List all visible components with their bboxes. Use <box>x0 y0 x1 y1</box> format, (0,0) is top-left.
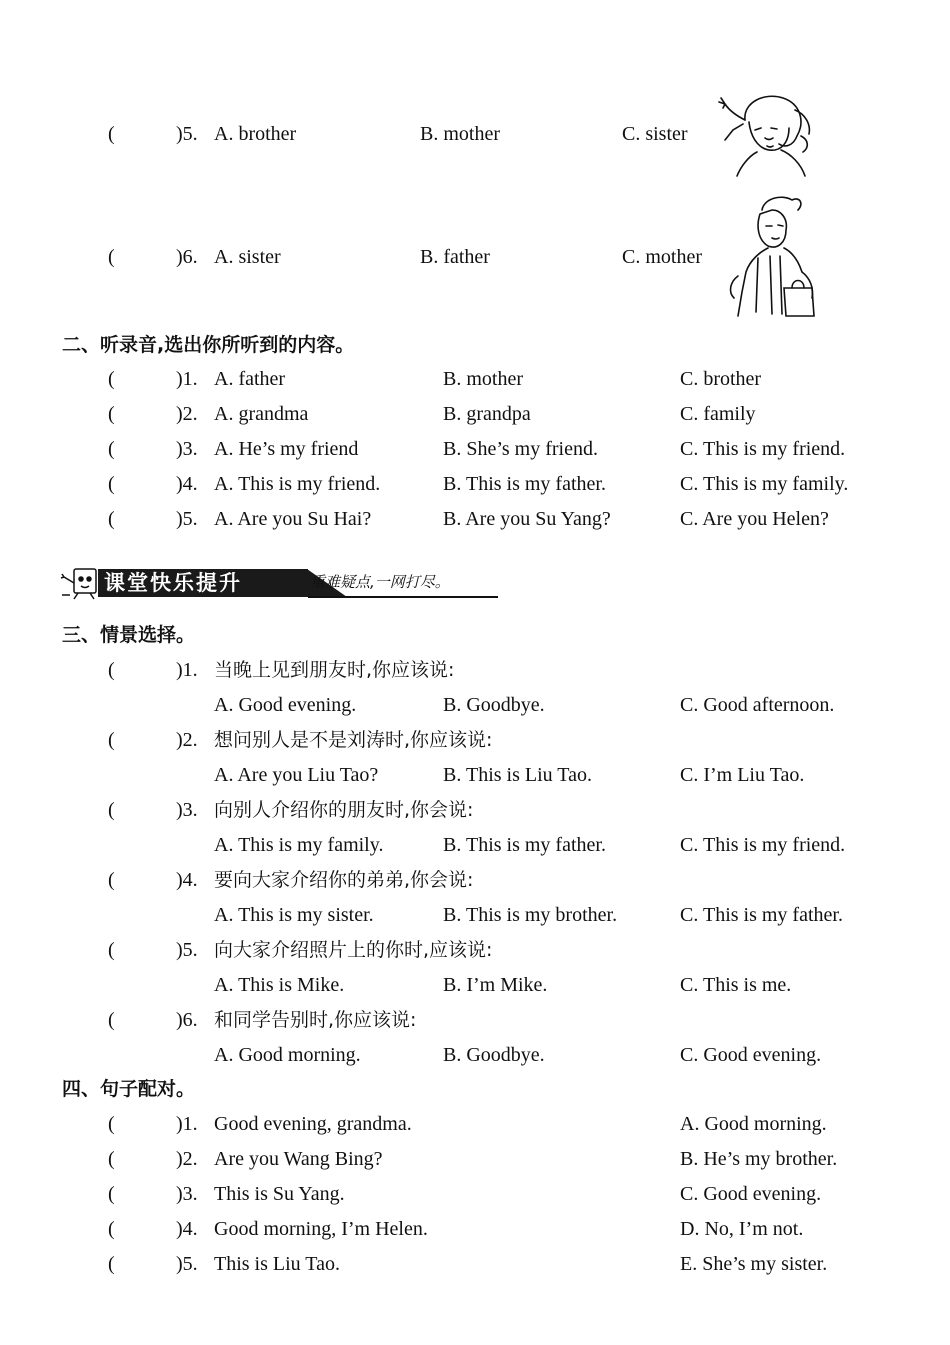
options-row <box>0 690 950 720</box>
options-row <box>0 830 950 860</box>
question-row: ( )6. 和同学告别时,你应该说: <box>0 1005 950 1035</box>
question-text: 向大家介绍照片上的你时,应该说: <box>214 939 493 961</box>
question-number: )2. <box>176 729 198 751</box>
sentence-text: This is Liu Tao. <box>214 1253 341 1275</box>
question-row: ( )4. 要向大家介绍你的弟弟,你会说: <box>0 865 950 895</box>
question-number: )1. <box>176 368 198 390</box>
section-banner <box>60 565 500 601</box>
question-number: )3. <box>176 438 198 460</box>
banner-subtitle: 重难疑点,一网打尽。 <box>310 573 450 591</box>
option-c: C. sister <box>622 123 688 145</box>
question-number: )5. <box>176 508 198 530</box>
sentence-text: This is Su Yang. <box>214 1183 345 1205</box>
option-a: A. grandma <box>214 403 309 425</box>
option-c: C. family <box>680 403 756 425</box>
section-3-title: 三、情景选择。 <box>62 624 196 646</box>
woman-with-bag-illustration <box>722 192 822 322</box>
question-row: ( )5. This is Liu Tao. E. She’s my sister. <box>0 1249 950 1279</box>
question-row: ( )1. 当晚上见到朋友时,你应该说: <box>0 655 950 685</box>
option-a: A. Are you Liu Tao? <box>214 764 379 786</box>
option-a: A. He’s my friend <box>214 438 359 460</box>
option-c: C. Are you Helen? <box>680 508 829 530</box>
option-a: A. This is my family. <box>214 834 384 856</box>
option-c: C. This is my father. <box>680 904 843 926</box>
option-b: B. This is my father. <box>443 834 606 856</box>
match-option: A. Good morning. <box>680 1113 827 1135</box>
option-c: C. This is my friend. <box>680 438 846 460</box>
option-a: A. Good morning. <box>214 1044 361 1066</box>
section-4-title: 四、句子配对。 <box>62 1078 196 1100</box>
option-b: B. I’m Mike. <box>443 974 548 996</box>
option-c: C. Good evening. <box>680 1044 822 1066</box>
option-a: A. brother <box>214 123 297 145</box>
question-number: )3. <box>176 1183 198 1205</box>
question-text: 要向大家介绍你的弟弟,你会说: <box>214 869 474 891</box>
question-row: ( )4. A. This is my friend. B. This is my father. C. This is my family. <box>0 469 950 499</box>
question-row: ( )2. 想问别人是不是刘涛时,你应该说: <box>0 725 950 755</box>
question-text: 当晚上见到朋友时,你应该说: <box>214 659 455 681</box>
match-option: D. No, I’m not. <box>680 1218 804 1240</box>
option-b: B. Are you Su Yang? <box>443 508 611 530</box>
question-number: )1. <box>176 659 198 681</box>
option-b: B. father <box>420 246 490 268</box>
question-row: ( )3. A. He’s my friend B. She’s my friend. C. This is my friend. <box>0 434 950 464</box>
question-row: ( )4. Good morning, I’m Helen. D. No, I’m not. <box>0 1214 950 1244</box>
option-a: A. Are you Su Hai? <box>214 508 372 530</box>
option-a: A. This is my friend. <box>214 473 381 495</box>
question-number: )5. <box>176 123 198 145</box>
question-number: )2. <box>176 403 198 425</box>
question-text: 向别人介绍你的朋友时,你会说: <box>214 799 474 821</box>
option-b: B. grandpa <box>443 403 531 425</box>
option-c: C. This is my friend. <box>680 834 846 856</box>
option-b: B. This is Liu Tao. <box>443 764 592 786</box>
question-number: )2. <box>176 1148 198 1170</box>
option-b: B. mother <box>420 123 500 145</box>
option-b: B. This is my father. <box>443 473 606 495</box>
option-b: B. Goodbye. <box>443 694 545 716</box>
question-number: )5. <box>176 1253 198 1275</box>
options-row <box>0 900 950 930</box>
question-row: ( )1. Good evening, grandma. A. Good morning. <box>0 1109 950 1139</box>
section-2-title: 二、听录音,选出你所听到的内容。 <box>62 334 355 356</box>
question-row: ( )3. This is Su Yang. C. Good evening. <box>0 1179 950 1209</box>
option-c: C. This is my family. <box>680 473 849 495</box>
match-option: E. She’s my sister. <box>680 1253 828 1275</box>
sentence-text: Are you Wang Bing? <box>214 1148 383 1170</box>
question-text: 想问别人是不是刘涛时,你应该说: <box>214 729 493 751</box>
option-c: C. This is me. <box>680 974 792 996</box>
match-option: B. He’s my brother. <box>680 1148 838 1170</box>
option-c: C. I’m Liu Tao. <box>680 764 805 786</box>
question-row: ( )5. 向大家介绍照片上的你时,应该说: <box>0 935 950 965</box>
question-text: 和同学告别时,你应该说: <box>214 1009 417 1031</box>
question-number: )4. <box>176 869 198 891</box>
question-row: ( )2. A. grandma B. grandpa C. family <box>0 399 950 429</box>
options-row <box>0 970 950 1000</box>
question-row: ( )3. 向别人介绍你的朋友时,你会说: <box>0 795 950 825</box>
sentence-text: Good morning, I’m Helen. <box>214 1218 428 1240</box>
option-b: B. Goodbye. <box>443 1044 545 1066</box>
match-option: C. Good evening. <box>680 1183 822 1205</box>
question-number: )3. <box>176 799 198 821</box>
question-row: ( )5. A. Are you Su Hai? B. Are you Su Yang? C. Are you Helen? <box>0 504 950 534</box>
question-number: )6. <box>176 1009 198 1031</box>
option-a: A. Good evening. <box>214 694 357 716</box>
option-c: C. brother <box>680 368 762 390</box>
options-row <box>0 760 950 790</box>
question-row: ( )2. Are you Wang Bing? B. He’s my brother. <box>0 1144 950 1174</box>
option-c: C. mother <box>622 246 702 268</box>
option-b: B. This is my brother. <box>443 904 618 926</box>
option-a: A. This is Mike. <box>214 974 345 996</box>
question-number: )5. <box>176 939 198 961</box>
banner-title: 课堂快乐提升 <box>104 571 242 595</box>
question-number: )4. <box>176 473 198 495</box>
option-c: C. Good afternoon. <box>680 694 835 716</box>
question-number: )1. <box>176 1113 198 1135</box>
option-b: B. She’s my friend. <box>443 438 598 460</box>
question-row: ( )1. A. father B. mother C. brother <box>0 364 950 394</box>
question-row: ( )5. A. brother B. mother C. sister <box>0 119 950 149</box>
option-b: B. mother <box>443 368 523 390</box>
sentence-text: Good evening, grandma. <box>214 1113 412 1135</box>
girl-touching-hair-illustration <box>705 90 815 178</box>
question-row: ( )6. A. sister B. father C. mother <box>0 242 950 272</box>
question-number: )6. <box>176 246 198 268</box>
option-a: A. sister <box>214 246 281 268</box>
options-row <box>0 1040 950 1070</box>
option-a: A. father <box>214 368 286 390</box>
option-a: A. This is my sister. <box>214 904 374 926</box>
question-number: )4. <box>176 1218 198 1240</box>
